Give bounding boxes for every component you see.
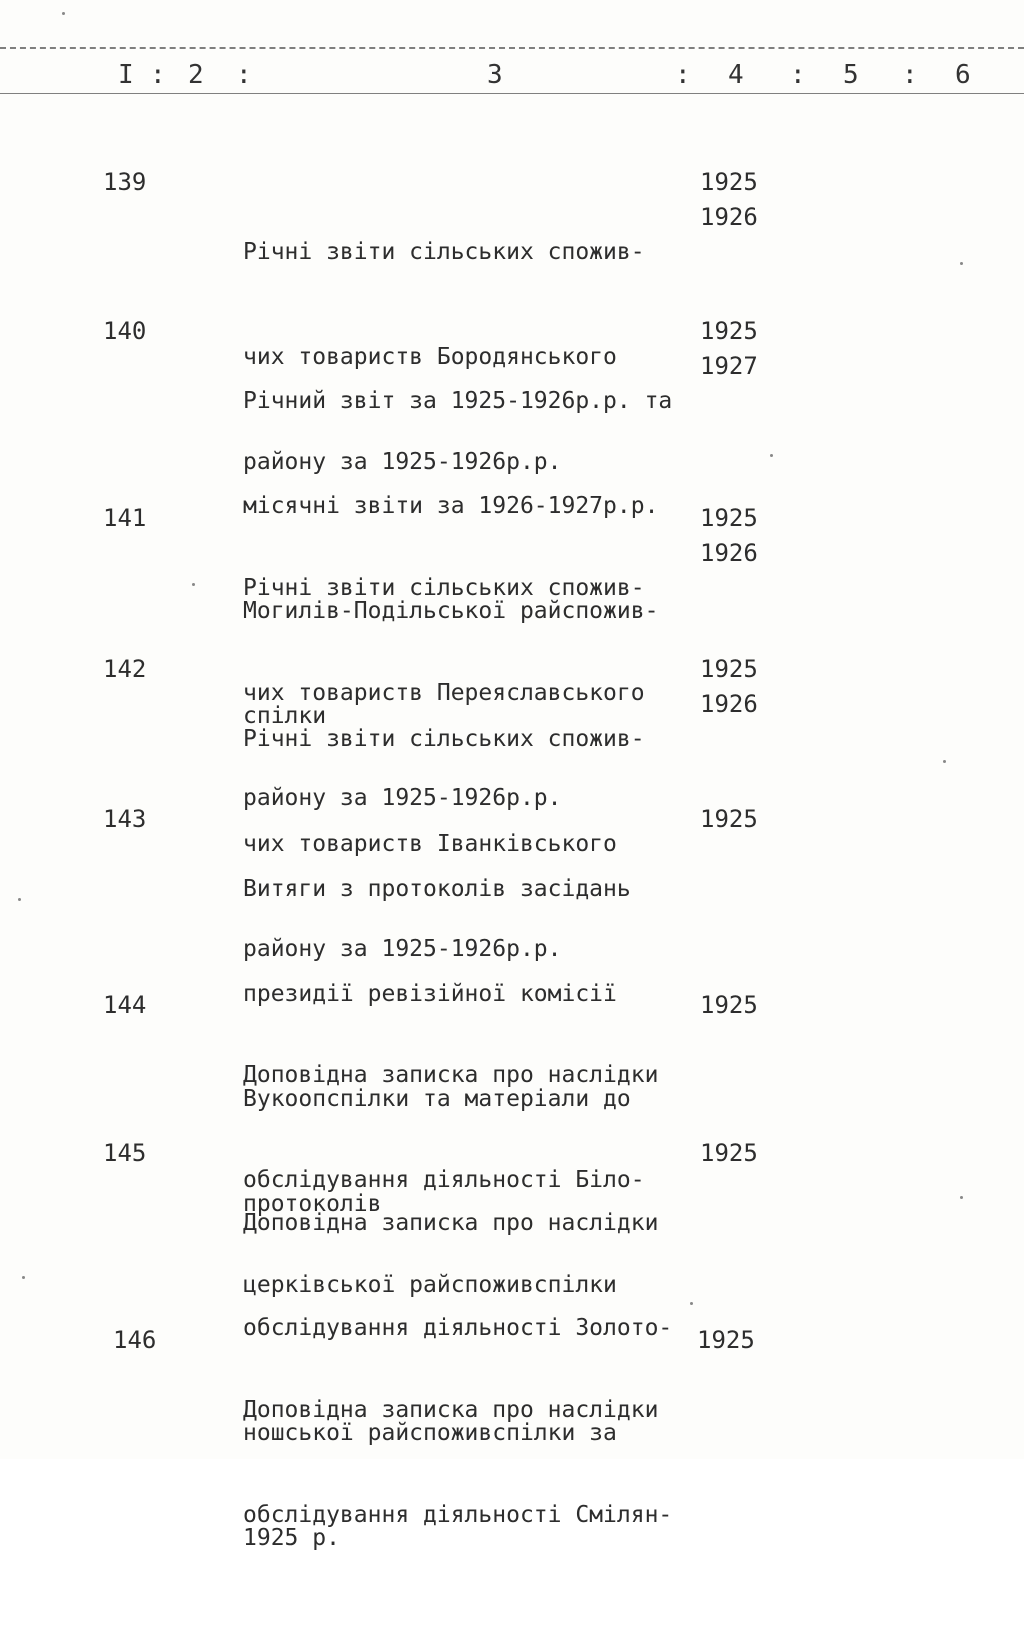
column-header-5: 5	[843, 60, 859, 90]
item-number: 142	[103, 655, 147, 683]
description-line: спілки	[243, 703, 327, 729]
item-number: 140	[103, 317, 147, 345]
item-description	[243, 1323, 693, 1603]
column-header-6: 6	[955, 60, 971, 90]
scan-speck	[690, 1302, 693, 1305]
scan-speck	[62, 12, 65, 15]
scan-speck	[18, 898, 21, 901]
description-line: 1925 р.	[243, 1525, 340, 1551]
description-line: Річні звіти сільських спожив-	[243, 726, 645, 752]
description-line: обслідування діяльності Смілян-	[243, 1502, 673, 1528]
item-years	[700, 314, 758, 384]
year-end: 1926	[700, 203, 758, 231]
year-end: 1926	[700, 690, 758, 718]
year-start: 1925	[700, 317, 758, 345]
description-line: Доповідна записка про наслідки	[243, 1397, 659, 1423]
year-start: 1925	[700, 1139, 758, 1167]
year-start: 1925	[700, 504, 758, 532]
description-line: президії ревізійної комісії	[243, 981, 617, 1007]
description-line: Витяги з протоколів засідань	[243, 876, 631, 902]
header-bottom-rule	[0, 93, 1024, 94]
column-header-2: 2	[188, 60, 204, 90]
year-start: 1925	[700, 655, 758, 683]
column-separator: :	[902, 60, 918, 90]
description-line: обслідування діяльності Золото-	[243, 1315, 673, 1341]
year-end: 1926	[700, 539, 758, 567]
description-line: Могилів-Подільської райспожив-	[243, 598, 659, 624]
year-start: 1925	[700, 991, 758, 1019]
description-line: Річний звіт за 1925-1926р.р. та	[243, 388, 673, 414]
item-years	[700, 1136, 758, 1171]
description-line: району за 1925-1926р.р.	[243, 785, 562, 811]
year-start: 1925	[697, 1326, 755, 1354]
item-number: 141	[103, 504, 147, 532]
description-line: Вукоопспілки та матеріали до	[243, 1086, 631, 1112]
column-separator: :	[790, 60, 806, 90]
description-line: району за 1925-1926р.р.	[243, 449, 562, 475]
description-line: чих товариств Бородянського	[243, 344, 617, 370]
description-line: району за 1925-1926р.р.	[243, 936, 562, 962]
item-number: 144	[103, 991, 147, 1019]
item-number: 139	[103, 168, 147, 196]
item-years	[697, 1323, 755, 1358]
item-years	[700, 802, 758, 837]
year-start: 1925	[700, 168, 758, 196]
item-years	[700, 988, 758, 1023]
item-number: 146	[113, 1326, 157, 1354]
description-line: обслідування діяльності Біло-	[243, 1167, 645, 1193]
column-separator: :	[150, 60, 166, 90]
scan-speck	[192, 583, 195, 586]
description-line: Доповідна записка про наслідки	[243, 1062, 659, 1088]
description-line: Доповідна записка про наслідки	[243, 1210, 659, 1236]
column-header-4: 4	[728, 60, 744, 90]
description-line: ношської райспоживспілки за	[243, 1420, 617, 1446]
column-separator: :	[675, 60, 691, 90]
scan-speck	[960, 1196, 963, 1199]
column-header-3: 3	[487, 60, 503, 90]
item-years	[700, 165, 758, 235]
year-end: 1927	[700, 352, 758, 380]
scan-speck	[943, 760, 946, 763]
description-line: Річні звіти сільських спожив-	[243, 575, 645, 601]
description-line: Річні звіти сільських спожив-	[243, 239, 645, 265]
item-number: 145	[103, 1139, 147, 1167]
column-header-1: I	[118, 60, 134, 90]
description-line: чих товариств Іванківського	[243, 831, 617, 857]
description-line: церківської райспоживспілки	[243, 1272, 617, 1298]
description-line: чих товариств Переяславського	[243, 680, 645, 706]
column-separator: :	[236, 60, 252, 90]
item-years	[700, 501, 758, 571]
description-line: протоколів	[243, 1191, 382, 1217]
description-line: місячні звіти за 1926-1927р.р.	[243, 493, 659, 519]
scan-speck	[960, 262, 963, 265]
year-start: 1925	[700, 805, 758, 833]
scan-speck	[22, 1276, 25, 1279]
scan-speck	[770, 454, 773, 457]
header-top-rule	[0, 47, 1024, 49]
item-number: 143	[103, 805, 147, 833]
item-years	[700, 652, 758, 722]
